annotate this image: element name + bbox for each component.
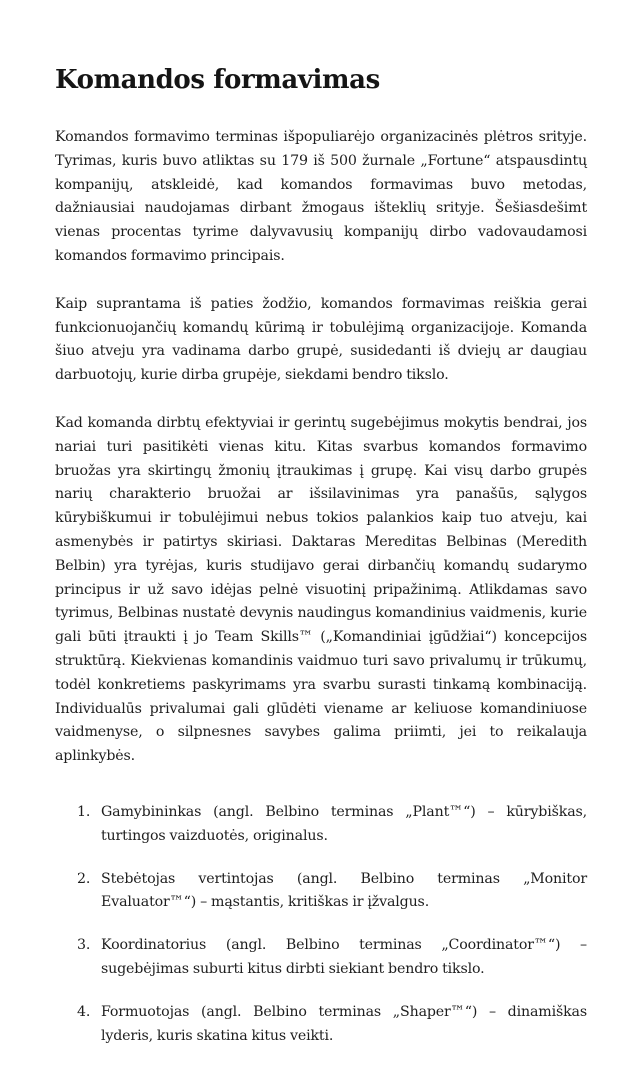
list-item — [55, 934, 587, 982]
list-item-text: Gamybininkas (angl. Belbino terminas „Plant™“) – kūrybiškas, turtingos vaizduotės, originalus. — [101, 803, 587, 844]
list-item — [55, 868, 587, 916]
paragraph-intro: Komandos formavimo terminas išpopuliarėjo organizacinės plėtros srityje. Tyrimas, kuris buvo atliktas su 179 iš 500 žurnale „Fortune“ atspausdintų kompanijų, atskleidė, kad komandos formavimas buvo metodas, dažniausiai naudojamas dirbant žmogaus išteklių srityje. Šešiasdešimt vienas procentas tyrime dalyvavusių kompanijų dirbo vadovaudamosi komandos formavimo principais. — [55, 129, 587, 264]
paragraph-belbin: Kad komanda dirbtų efektyviai ir gerintų sugebėjimus mokytis bendrai, jos nariai turi pasitikėti vienas kitu. Kitas svarbus komandos formavimo bruožas yra skirtingų žmonių įtraukimas į grupę. Kai visų darbo grupės narių charakterio bruožai ar išsilavinimas yra panašūs, sąlygos kūrybiškumui ir tobulėjimui nebus tokios palankios kaip tuo atveju, kai asmenybės ir patirtys skiriasi. Daktaras Mereditas Belbinas (Meredith Belbin) yra tyrėjas, kuris studijavo gerai dirbančių komandų sudarymo principus ir už savo idėjas pelnė visuotinį pripažinimą. Atlikdamas savo tyrimus, Belbinas nustatė devynis naudingus komandinius vaidmenis, kurie gali būti įtraukti į jo Team Skills™ („Komandiniai įgūdžiai“) koncepcijos struktūrą. Kiekvienas komandinis vaidmuo turi savo privalumų ir trūkumų, todėl konkretiems paskyrimams yra svarbu surasti tinkamą kombinaciją. Individualūs privalumai gali glūdėti viename ar keliuose komandiniuose vaidmenyse, o silpnesnes savybes galima priimti, jei to reikalauja aplinkybės. — [55, 414, 587, 765]
list-item-number: 3. — [77, 937, 91, 954]
list-item-text: Koordinatorius (angl. Belbino terminas „Coordinator™“) – sugebėjimas suburti kitus dirbti siekiant bendro tikslo. — [101, 937, 587, 977]
list-item — [55, 801, 587, 849]
list-item-text: Stebėtojas vertintojas (angl. Belbino terminas „Monitor Evaluator™“) – mąstantis, kritiškas ir įžvalgus. — [101, 870, 587, 911]
team-roles-list — [55, 801, 587, 1048]
list-item — [55, 1001, 587, 1049]
section-title: Komandos formavimas — [55, 65, 380, 95]
list-item-text: Formuotojas (angl. Belbino terminas „Shaper™“) – dinamiškas lyderis, kuris skatina kitus veikti. — [101, 1003, 587, 1044]
list-item-number: 4. — [77, 1003, 91, 1020]
list-item-number: 2. — [77, 870, 91, 887]
paragraph-definition: Kaip suprantama iš paties žodžio, komandos formavimas reiškia gerai funkcionuojančių komandų kūrimą ir tobulėjimą organizacijoje. Komanda šiuo atveju yra vadinama darbo grupė, susidedanti iš dviejų ar daugiau darbuotojų, kurie dirba grupėje, siekdami bendro tikslo. — [55, 295, 587, 384]
document-page — [55, 62, 587, 1067]
list-item-number: 1. — [77, 803, 91, 820]
